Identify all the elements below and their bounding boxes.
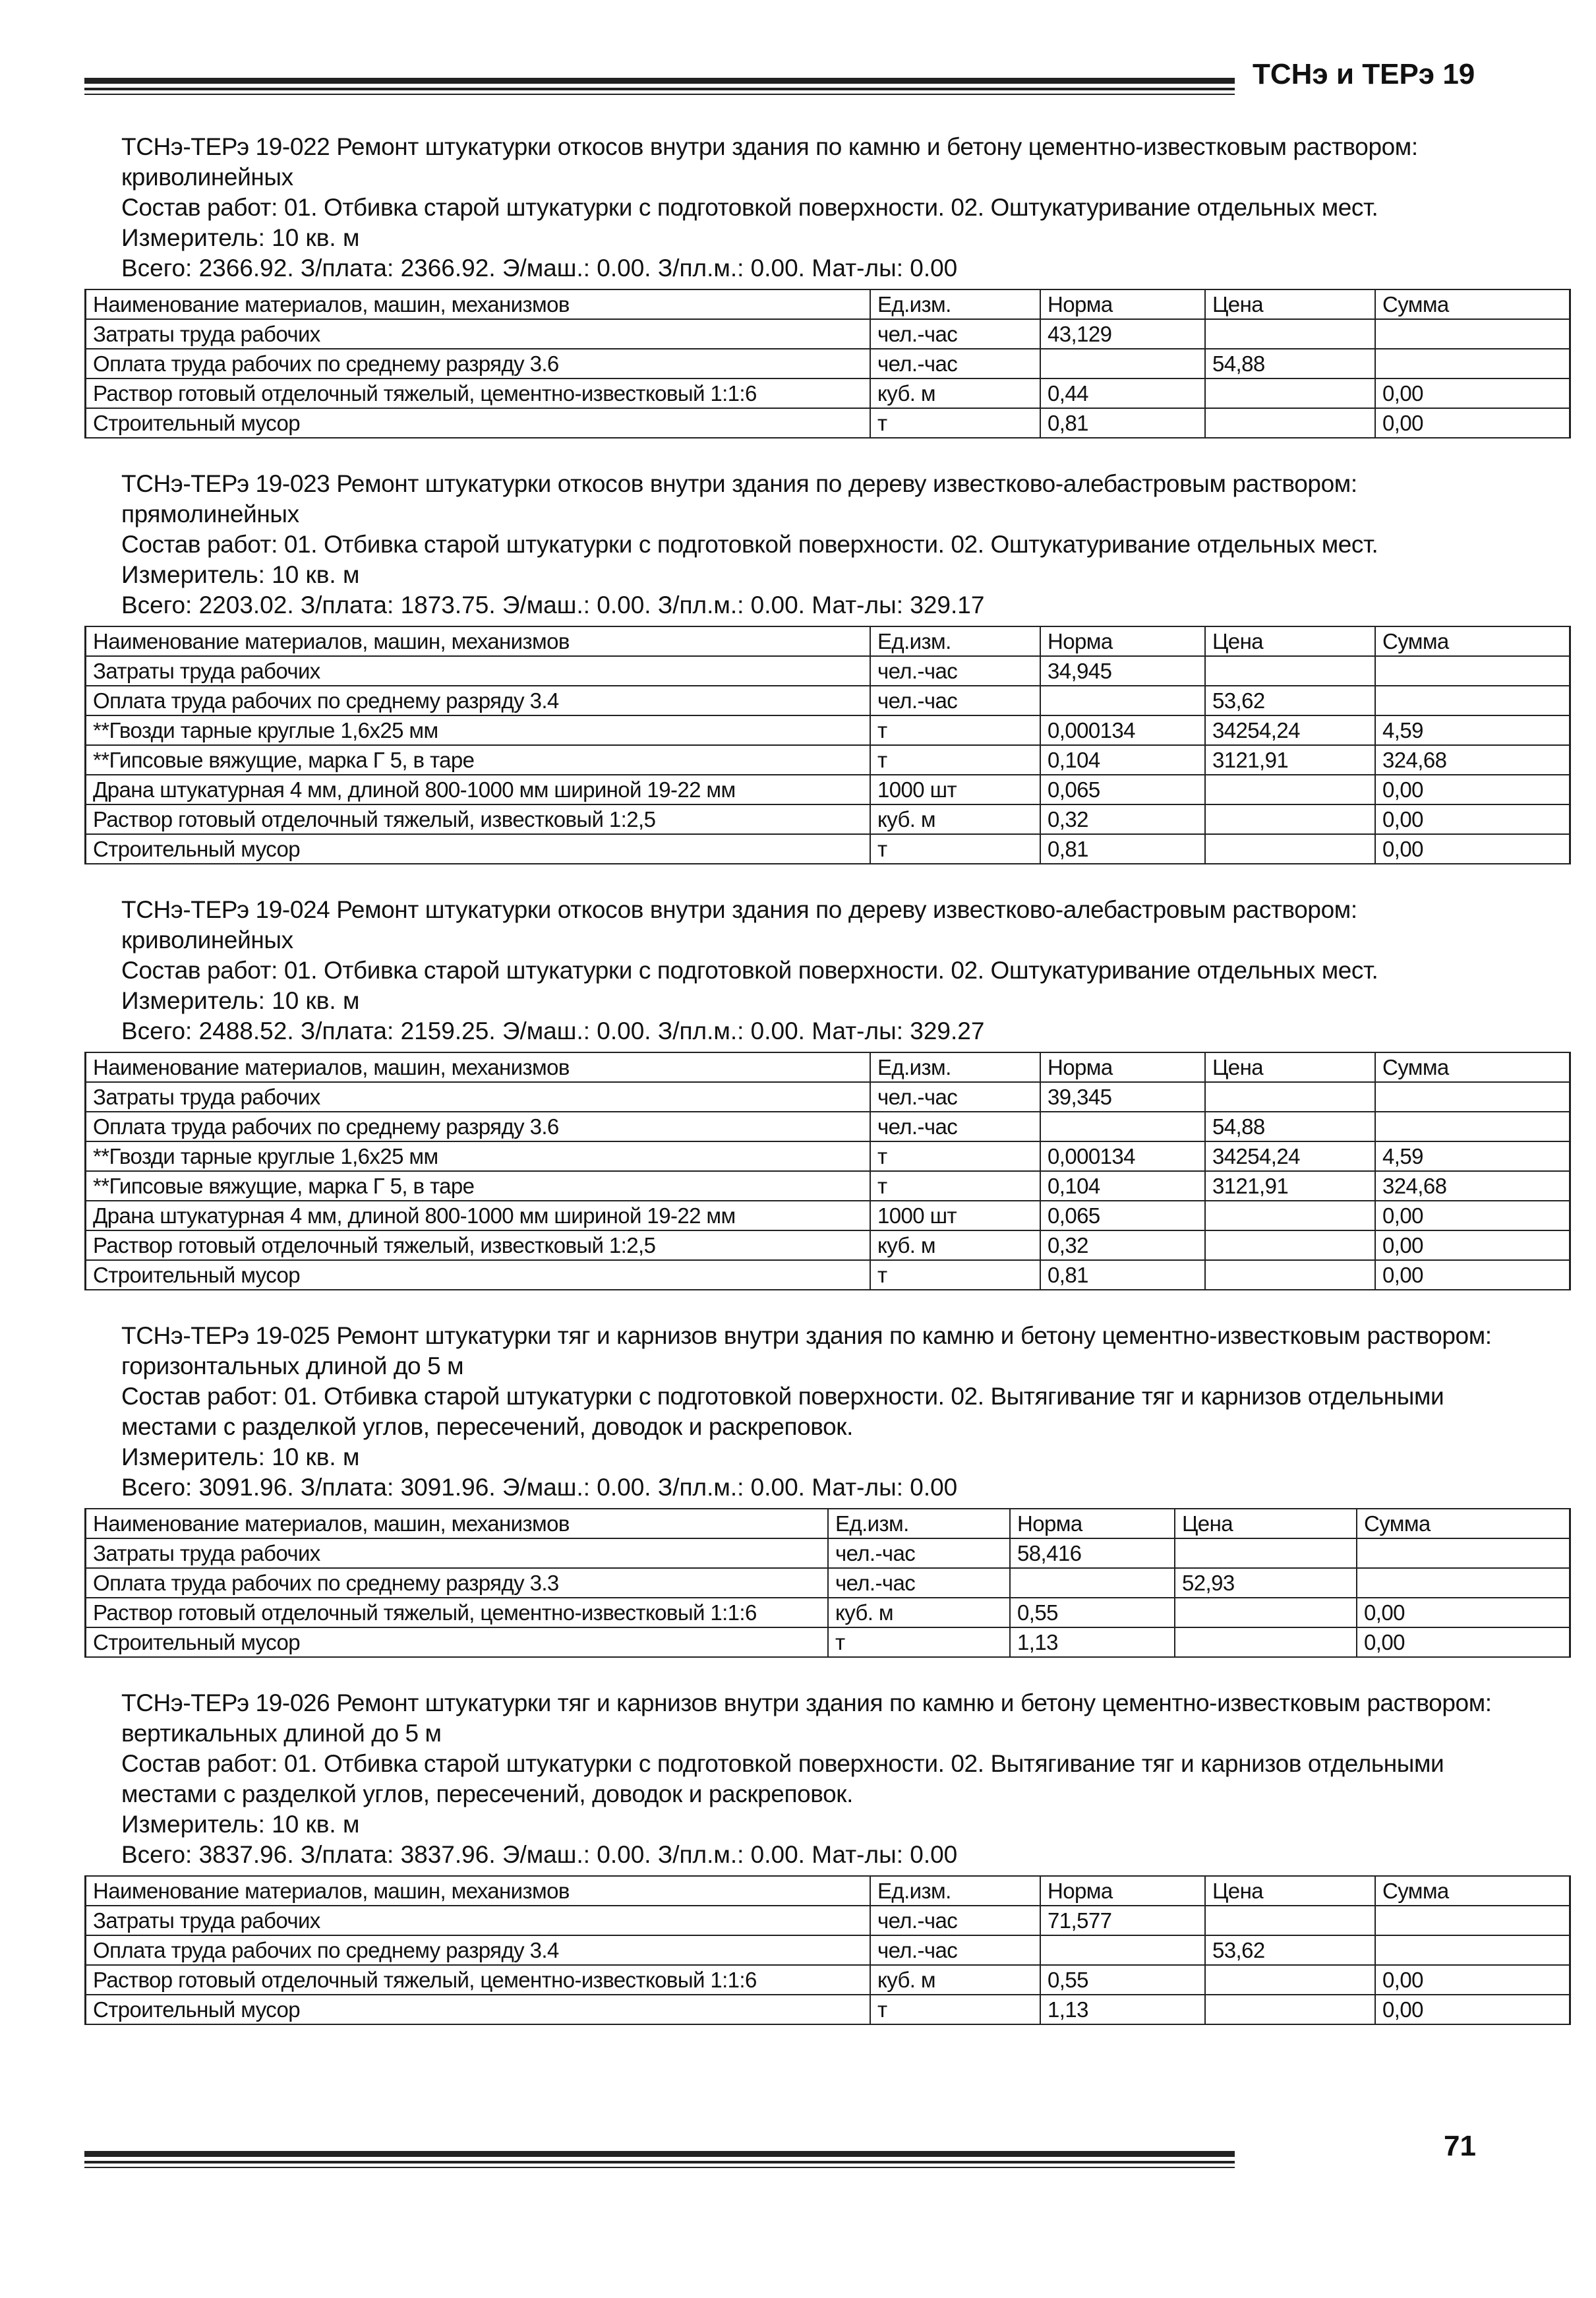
table-row — [86, 1112, 1570, 1141]
section-title: ТСНэ-ТЕРэ 19-026 Ремонт штукатурки тяг и карнизов внутри здания по камню и бетону цементно-известковым раствором: вертикальных длиной до 5 м — [121, 1689, 1492, 1747]
table-cell: чел.-час — [870, 656, 1040, 686]
estimate-section — [84, 1321, 1498, 1658]
table-cell: Строительный мусор — [86, 1260, 871, 1290]
table-cell — [1175, 1538, 1357, 1568]
column-header: Сумма — [1375, 626, 1570, 656]
table-cell — [1375, 319, 1570, 349]
table-cell: Драна штукатурная 4 мм, длиной 800-1000 мм шириной 19-22 мм — [86, 775, 871, 804]
table-cell — [1205, 408, 1375, 438]
table-row — [86, 1627, 1570, 1657]
table-cell: 39,345 — [1040, 1082, 1205, 1112]
column-header: Ед.изм. — [828, 1509, 1010, 1538]
table-cell: 34254,24 — [1205, 1141, 1375, 1171]
column-header: Ед.изм. — [870, 1876, 1040, 1906]
table-cell: чел.-час — [870, 686, 1040, 715]
page-number: 71 — [1444, 2130, 1476, 2162]
table-cell — [1205, 656, 1375, 686]
table-header-row — [86, 626, 1570, 656]
table-row — [86, 834, 1570, 864]
table-cell: Раствор готовый отделочный тяжелый, известковый 1:2,5 — [86, 804, 871, 834]
table-cell: 0,81 — [1040, 1260, 1205, 1290]
table-cell — [1040, 686, 1205, 715]
column-header: Норма — [1040, 289, 1205, 319]
table-cell: Оплата труда рабочих по среднему разряду 3.4 — [86, 686, 871, 715]
section-totals: Всего: 2366.92. З/плата: 2366.92. Э/маш.: 0.00. З/пл.м.: 0.00. Мат-лы: 0.00 — [121, 255, 958, 282]
table-row — [86, 804, 1570, 834]
table-cell: **Гвозди тарные круглые 1,6x25 мм — [86, 1141, 871, 1171]
table-row — [86, 715, 1570, 745]
table-row — [86, 686, 1570, 715]
column-header: Наименование материалов, машин, механизмов — [86, 1876, 871, 1906]
table-cell: Оплата труда рабочих по среднему разряду 3.6 — [86, 349, 871, 378]
column-header: Цена — [1205, 626, 1375, 656]
table-cell — [1040, 349, 1205, 378]
table-cell: Драна штукатурная 4 мм, длиной 800-1000 мм шириной 19-22 мм — [86, 1201, 871, 1230]
table-cell — [1375, 1112, 1570, 1141]
table-cell — [1040, 1935, 1205, 1965]
table-row — [86, 378, 1570, 408]
table-row — [86, 349, 1570, 378]
section-meter: Измеритель: 10 кв. м — [121, 224, 360, 251]
table-row — [86, 1598, 1570, 1627]
table-cell: **Гипсовые вяжущие, марка Г 5, в таре — [86, 1171, 871, 1201]
table-cell — [1357, 1568, 1570, 1598]
section-title: ТСНэ-ТЕРэ 19-024 Ремонт штукатурки откосов внутри здания по дереву известково-алебастровым раствором: криволинейных — [121, 896, 1357, 953]
table-cell: 1,13 — [1040, 1995, 1205, 2024]
column-header: Норма — [1040, 1876, 1205, 1906]
table-row — [86, 1995, 1570, 2024]
table-header-row — [86, 289, 1570, 319]
table-cell: 43,129 — [1040, 319, 1205, 349]
table-row — [86, 656, 1570, 686]
table-row — [86, 1260, 1570, 1290]
table-cell: чел.-час — [870, 1935, 1040, 1965]
table-cell: 0,00 — [1375, 378, 1570, 408]
table-cell — [1375, 1082, 1570, 1112]
table-cell: 324,68 — [1375, 1171, 1570, 1201]
section-meter: Измеритель: 10 кв. м — [121, 561, 360, 588]
table-cell — [1375, 656, 1570, 686]
table-cell: т — [870, 715, 1040, 745]
table-cell: 0,00 — [1375, 1201, 1570, 1230]
table-cell — [1375, 686, 1570, 715]
running-header: ТСНэ и ТЕРэ 19 — [1253, 58, 1475, 90]
column-header: Сумма — [1375, 289, 1570, 319]
section-meter: Измеритель: 10 кв. м — [121, 987, 360, 1014]
table-cell: 0,00 — [1375, 1230, 1570, 1260]
table-cell: 54,88 — [1205, 349, 1375, 378]
section-composition: Состав работ: 01. Отбивка старой штукатурки с подготовкой поверхности. 02. Оштукатуривание отдельных мест. — [121, 194, 1378, 221]
table-cell — [1205, 1201, 1375, 1230]
table-cell — [1375, 1906, 1570, 1935]
table-row — [86, 775, 1570, 804]
table-cell: чел.-час — [870, 1906, 1040, 1935]
table-cell: Раствор готовый отделочный тяжелый, цементно-известковый 1:1:6 — [86, 1598, 829, 1627]
column-header: Сумма — [1375, 1052, 1570, 1082]
table-cell: 0,00 — [1357, 1627, 1570, 1657]
table-cell: т — [870, 745, 1040, 775]
table-row — [86, 1082, 1570, 1112]
table-cell: Строительный мусор — [86, 1995, 871, 2024]
table-cell: 4,59 — [1375, 1141, 1570, 1171]
table-cell: 324,68 — [1375, 745, 1570, 775]
column-header: Сумма — [1357, 1509, 1570, 1538]
table-cell: 1000 шт — [870, 775, 1040, 804]
section-title: ТСНэ-ТЕРэ 19-025 Ремонт штукатурки тяг и карнизов внутри здания по камню и бетону цементно-известковым раствором: горизонтальных длиной до 5 м — [121, 1322, 1492, 1379]
section-meter: Измеритель: 10 кв. м — [121, 1811, 360, 1838]
table-cell: Строительный мусор — [86, 408, 871, 438]
table-cell: 0,00 — [1375, 1995, 1570, 2024]
table-cell: 0,000134 — [1040, 1141, 1205, 1171]
section-composition: Состав работ: 01. Отбивка старой штукатурки с подготовкой поверхности. 02. Вытягивание тяг и карнизов отдельными местами с разделкой углов, пересечений, доводок и раскреповок. — [121, 1750, 1444, 1807]
table-cell: чел.-час — [870, 1112, 1040, 1141]
estimate-section — [84, 1688, 1498, 2025]
table-row — [86, 319, 1570, 349]
table-cell: 0,104 — [1040, 745, 1205, 775]
resources-table — [84, 1875, 1571, 2025]
table-cell — [1205, 804, 1375, 834]
table-row — [86, 1171, 1570, 1201]
table-cell: Затраты труда рабочих — [86, 319, 871, 349]
resources-table — [84, 1508, 1571, 1658]
table-cell — [1010, 1568, 1175, 1598]
table-cell: т — [870, 834, 1040, 864]
table-cell: т — [870, 408, 1040, 438]
estimate-section — [84, 895, 1498, 1290]
table-cell: чел.-час — [828, 1538, 1010, 1568]
table-cell: чел.-час — [870, 319, 1040, 349]
column-header: Норма — [1040, 1052, 1205, 1082]
table-cell: Оплата труда рабочих по среднему разряду 3.6 — [86, 1112, 871, 1141]
table-cell — [1205, 1995, 1375, 2024]
table-cell: 0,000134 — [1040, 715, 1205, 745]
column-header: Ед.изм. — [870, 626, 1040, 656]
table-cell: т — [870, 1141, 1040, 1171]
table-cell — [1205, 1906, 1375, 1935]
section-totals: Всего: 2203.02. З/плата: 1873.75. Э/маш.: 0.00. З/пл.м.: 0.00. Мат-лы: 329.17 — [121, 591, 985, 619]
table-cell: чел.-час — [870, 1082, 1040, 1112]
table-cell: куб. м — [870, 378, 1040, 408]
table-cell: Раствор готовый отделочный тяжелый, цементно-известковый 1:1:6 — [86, 378, 871, 408]
column-header: Наименование материалов, машин, механизмов — [86, 1052, 871, 1082]
column-header: Цена — [1205, 1876, 1375, 1906]
resources-table — [84, 626, 1571, 864]
table-cell: Оплата труда рабочих по среднему разряду 3.4 — [86, 1935, 871, 1965]
table-cell: куб. м — [870, 1965, 1040, 1995]
table-cell: 0,00 — [1375, 834, 1570, 864]
table-cell: 0,00 — [1375, 1965, 1570, 1995]
table-cell: Строительный мусор — [86, 834, 871, 864]
table-cell: **Гвозди тарные круглые 1,6x25 мм — [86, 715, 871, 745]
table-cell — [1205, 775, 1375, 804]
table-row — [86, 745, 1570, 775]
estimate-section — [84, 469, 1498, 864]
table-cell — [1357, 1538, 1570, 1568]
section-title: ТСНэ-ТЕРэ 19-023 Ремонт штукатурки откосов внутри здания по дереву известково-алебастровым раствором: прямолинейных — [121, 470, 1357, 528]
table-cell: 3121,91 — [1205, 745, 1375, 775]
table-cell: чел.-час — [870, 349, 1040, 378]
column-header: Наименование материалов, машин, механизмов — [86, 626, 871, 656]
table-row — [86, 1935, 1570, 1965]
table-cell — [1375, 1935, 1570, 1965]
section-title: ТСНэ-ТЕРэ 19-022 Ремонт штукатурки откосов внутри здания по камню и бетону цементно-известковым раствором: криволинейных — [121, 133, 1418, 191]
column-header: Цена — [1205, 1052, 1375, 1082]
table-cell: 0,00 — [1357, 1598, 1570, 1627]
section-totals: Всего: 3091.96. З/плата: 3091.96. Э/маш.: 0.00. З/пл.м.: 0.00. Мат-лы: 0.00 — [121, 1474, 958, 1501]
table-cell: куб. м — [828, 1598, 1010, 1627]
table-cell: 0,81 — [1040, 408, 1205, 438]
table-cell: 52,93 — [1175, 1568, 1357, 1598]
table-cell: 1,13 — [1010, 1627, 1175, 1657]
section-totals: Всего: 2488.52. З/плата: 2159.25. Э/маш.: 0.00. З/пл.м.: 0.00. Мат-лы: 329.27 — [121, 1017, 985, 1044]
table-cell: куб. м — [870, 804, 1040, 834]
table-cell: 53,62 — [1205, 1935, 1375, 1965]
table-header-row — [86, 1876, 1570, 1906]
column-header: Наименование материалов, машин, механизмов — [86, 1509, 829, 1538]
column-header: Ед.изм. — [870, 1052, 1040, 1082]
table-cell: 0,55 — [1010, 1598, 1175, 1627]
table-cell: 53,62 — [1205, 686, 1375, 715]
column-header: Наименование материалов, машин, механизмов — [86, 289, 871, 319]
table-cell: т — [828, 1627, 1010, 1657]
document-body — [84, 132, 1498, 2055]
table-cell: Затраты труда рабочих — [86, 1538, 829, 1568]
table-cell — [1205, 319, 1375, 349]
table-cell: Строительный мусор — [86, 1627, 829, 1657]
table-row — [86, 1538, 1570, 1568]
column-header: Цена — [1175, 1509, 1357, 1538]
table-cell: **Гипсовые вяжущие, марка Г 5, в таре — [86, 745, 871, 775]
section-totals: Всего: 3837.96. З/плата: 3837.96. Э/маш.: 0.00. З/пл.м.: 0.00. Мат-лы: 0.00 — [121, 1841, 958, 1868]
table-cell — [1205, 1965, 1375, 1995]
table-cell: куб. м — [870, 1230, 1040, 1260]
table-cell: Затраты труда рабочих — [86, 656, 871, 686]
table-row — [86, 1906, 1570, 1935]
table-row — [86, 1230, 1570, 1260]
header-rule — [84, 78, 1235, 95]
table-header-row — [86, 1052, 1570, 1082]
table-cell: 0,55 — [1040, 1965, 1205, 1995]
table-cell — [1205, 1082, 1375, 1112]
column-header: Норма — [1040, 626, 1205, 656]
table-cell: 1000 шт — [870, 1201, 1040, 1230]
column-header: Сумма — [1375, 1876, 1570, 1906]
table-cell: 0,00 — [1375, 408, 1570, 438]
table-row — [86, 1201, 1570, 1230]
table-cell: 0,32 — [1040, 1230, 1205, 1260]
table-cell — [1205, 1260, 1375, 1290]
table-cell — [1205, 1230, 1375, 1260]
resources-table — [84, 289, 1571, 438]
table-cell — [1040, 1112, 1205, 1141]
table-cell: 0,065 — [1040, 775, 1205, 804]
table-cell: Раствор готовый отделочный тяжелый, известковый 1:2,5 — [86, 1230, 871, 1260]
table-row — [86, 408, 1570, 438]
table-cell: 34,945 — [1040, 656, 1205, 686]
table-cell: 3121,91 — [1205, 1171, 1375, 1201]
table-cell: чел.-час — [828, 1568, 1010, 1598]
section-composition: Состав работ: 01. Отбивка старой штукатурки с подготовкой поверхности. 02. Вытягивание тяг и карнизов отдельными местами с разделкой углов, пересечений, доводок и раскреповок. — [121, 1383, 1444, 1440]
table-cell: Раствор готовый отделочный тяжелый, цементно-известковый 1:1:6 — [86, 1965, 871, 1995]
resources-table — [84, 1052, 1571, 1290]
column-header: Норма — [1010, 1509, 1175, 1538]
table-cell: 0,00 — [1375, 1260, 1570, 1290]
table-cell: Оплата труда рабочих по среднему разряду 3.3 — [86, 1568, 829, 1598]
table-row — [86, 1141, 1570, 1171]
column-header: Ед.изм. — [870, 289, 1040, 319]
table-cell — [1205, 834, 1375, 864]
footer-rule — [84, 2151, 1235, 2168]
table-header-row — [86, 1509, 1570, 1538]
section-composition: Состав работ: 01. Отбивка старой штукатурки с подготовкой поверхности. 02. Оштукатуривание отдельных мест. — [121, 957, 1378, 984]
column-header: Цена — [1205, 289, 1375, 319]
table-cell: 54,88 — [1205, 1112, 1375, 1141]
table-cell: т — [870, 1995, 1040, 2024]
table-cell: т — [870, 1171, 1040, 1201]
table-cell: 4,59 — [1375, 715, 1570, 745]
table-cell: Затраты труда рабочих — [86, 1082, 871, 1112]
section-composition: Состав работ: 01. Отбивка старой штукатурки с подготовкой поверхности. 02. Оштукатуривание отдельных мест. — [121, 531, 1378, 558]
table-cell: 71,577 — [1040, 1906, 1205, 1935]
table-cell: 58,416 — [1010, 1538, 1175, 1568]
table-cell — [1375, 349, 1570, 378]
table-row — [86, 1568, 1570, 1598]
table-cell: 0,44 — [1040, 378, 1205, 408]
table-cell: т — [870, 1260, 1040, 1290]
table-row — [86, 1965, 1570, 1995]
table-cell: 0,00 — [1375, 775, 1570, 804]
table-cell: 34254,24 — [1205, 715, 1375, 745]
table-cell: 0,32 — [1040, 804, 1205, 834]
table-cell: 0,065 — [1040, 1201, 1205, 1230]
section-meter: Измеритель: 10 кв. м — [121, 1443, 360, 1470]
table-cell: 0,104 — [1040, 1171, 1205, 1201]
table-cell — [1175, 1627, 1357, 1657]
table-cell — [1205, 378, 1375, 408]
estimate-section — [84, 132, 1498, 438]
table-cell: Затраты труда рабочих — [86, 1906, 871, 1935]
table-cell — [1175, 1598, 1357, 1627]
table-cell: 0,00 — [1375, 804, 1570, 834]
table-cell: 0,81 — [1040, 834, 1205, 864]
